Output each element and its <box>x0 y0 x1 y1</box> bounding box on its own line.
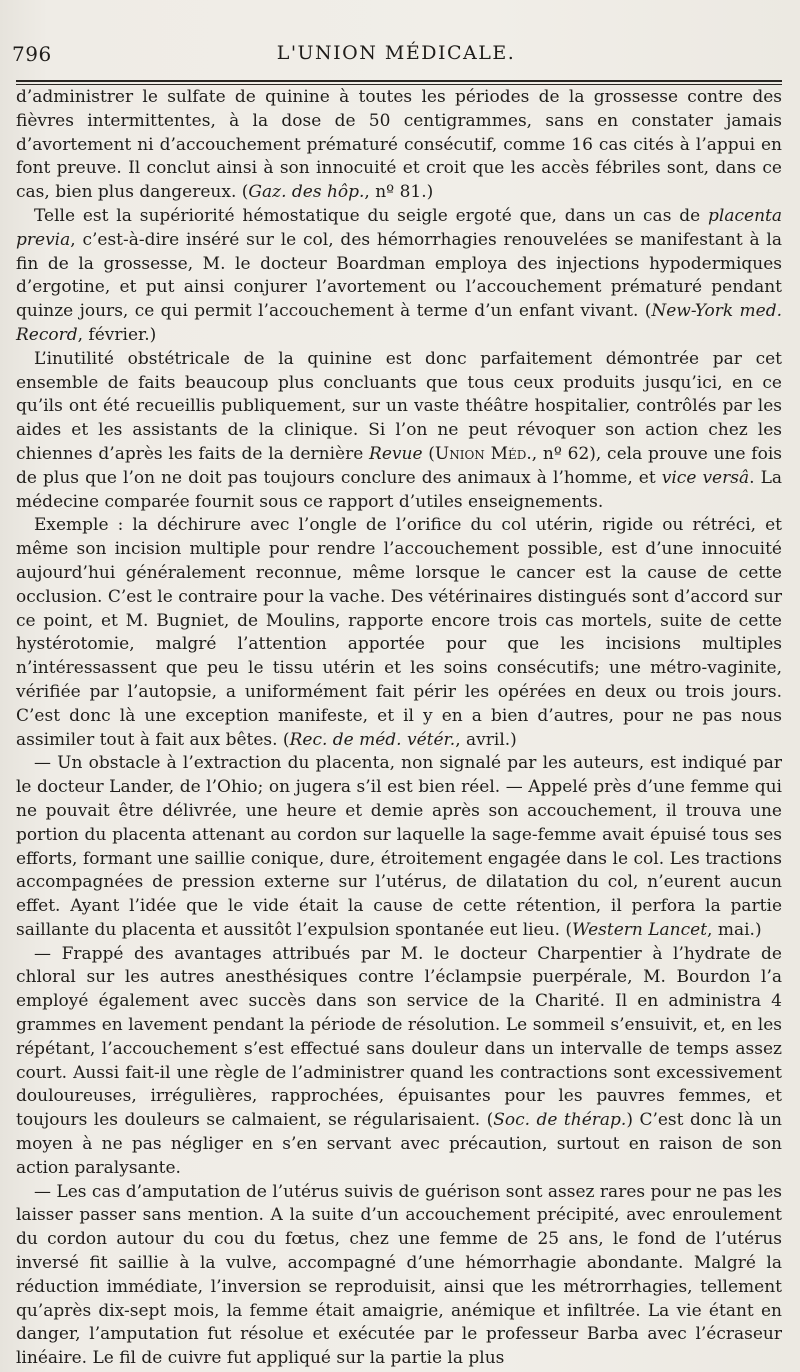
text-run: — Frappé des avantages attribués par M. le docteur Charpentier à l’hydrate de chloral sur les autres anesthésiques contre l’éclampsie puerpérale, M. Bourdon l’a employé également avec succès dans son service de la Charité. Il en administra 4 grammes en lavement pendant la période de résolution. Le sommeil s’ensuivit, et, en les répétant, l’accouchement s’est effectué sans douleur dans un intervalle de temps assez court. Aussi fait-il une règle de l’administrer quand les contractions sont excessivement douloureuses, irrégulières, rapprochées, épuisantes pour les pauvres femmes, et toujours les douleurs se calmaient, se régularisaient. ( <box>16 943 782 1131</box>
italic-citation: Gaz. des hôp. <box>248 182 365 203</box>
paragraph <box>16 348 782 515</box>
paragraph <box>16 514 782 752</box>
paragraph <box>16 943 782 1181</box>
text-run: L’inutilité obstétricale de la quinine est donc parfaitement démontrée par cet ensemble de faits beaucoup plus concluants que tous ceux produits jusqu’ici, en ce qu’ils ont été recueillis publiquement, sur un vaste théâtre hospitalier, contrôlés par les aides et les assistants de la clinique. Si l’on ne peut révoquer son action chez les chiennes d’après les faits de la dernière <box>16 348 782 464</box>
italic-citation: Soc. de thérap. <box>493 1110 627 1131</box>
body-text <box>16 86 782 1371</box>
italic-citation: vice versâ <box>661 467 750 488</box>
text-run: , avril.) <box>455 729 517 750</box>
text-run: , mai.) <box>707 919 762 940</box>
paragraph <box>16 752 782 942</box>
paragraph <box>16 1181 782 1371</box>
paragraph <box>16 205 782 348</box>
text-run: , nº 62), cela prouve une fois de plus que l’on ne doit pas toujours conclure des animaux à l’homme, et <box>16 443 782 488</box>
small-caps-text: Union Méd. <box>434 443 532 464</box>
text-run: . La médecine comparée fournit sous ce rapport d’utiles enseignements. <box>16 467 783 512</box>
header-rule <box>16 80 782 85</box>
text-run: , nº 81.) <box>364 182 434 203</box>
text-run: — Les cas d’amputation de l’utérus suivis de guérison sont assez rares pour ne pas les laisser passer sans mention. A la suite d’un accouchement précipité, avec enroulement du cordon autour du cou du fœtus, chez une femme de 25 ans, le fond de l’utérus inversé fit saillie à la vulve, accompagné d’une hémorrhagie abondante. Malgré la réduction immédiate, l’inversion se reproduisit, ainsi que les métrorrhagies, tellement qu’après dix-sept mois, la femme était amaigrie, anémique et infiltrée. La vie étant en danger, l’amputation fut résolue et exécutée par le professeur Barba avec l’écraseur linéaire. Le fil de cuivre fut appliqué sur la partie la plus <box>16 1181 782 1369</box>
text-run: , c’est-à-dire inséré sur le col, des hémorrhagies renouvelées se manifestant à la fin de la grossesse, M. le docteur Boardman employa des injections hypodermiques d’ergotine, et put ainsi conjurer l’avortement ou l’accouchement prématuré pendant quinze jours, ce qui permit l’accouchement à terme d’un enfant vivant. ( <box>16 229 782 322</box>
paragraph <box>16 86 782 205</box>
italic-citation: New-York med. Record <box>16 301 782 345</box>
text-run: Telle est la supériorité hémostatique du seigle ergoté que, dans un cas de <box>34 205 709 226</box>
text-run: , février.) <box>77 324 157 345</box>
text-run: — Un obstacle à l’extraction du placenta, non signalé par les auteurs, est indiqué par le docteur Lander, de l’Ohio; on jugera s’il est bien réel. — Appelé près d’une femme qui ne pouvait être délivrée, une heure et demie après son accouchement, il trouva une portion du placenta attenant au cordon sur laquelle la sage-femme avait épuisé tous ses efforts, formant une saillie conique, dure, étroitement engagée dans le col. Les tractions accompagnées de pression externe sur l’utérus, de dilatation du col, n’eurent aucun effet. Ayant l’idée que le vide était la cause de cette rétention, il perfora la partie saillante du placenta et aussitôt l’expulsion spontanée eut lieu. ( <box>16 753 782 940</box>
italic-citation: Rec. de méd. vétér. <box>289 729 456 750</box>
page-header <box>12 42 780 72</box>
italic-citation: Revue <box>369 443 423 464</box>
italic-citation: placenta previa <box>16 205 782 250</box>
text-run: d’administrer le sulfate de quinine à toutes les périodes de la grossesse contre des fièvres intermittentes, à la dose de 50 centigrammes, sans en constater jamais d’avortement ni d’accouchement prématuré consécutif, comme 16 cas cités à l’appui en font preuve. Il conclut ainsi à son innocuité et croit que les accès fébriles sont, dans ce cas, bien plus dangereux. ( <box>16 87 782 203</box>
italic-citation: Western Lancet <box>572 919 708 940</box>
text-run: ( <box>422 443 435 464</box>
text-run: Exemple : la déchirure avec l’ongle de l’orifice du col utérin, rigide ou rétréci, et même son incision multiple pour rendre l’accouchement possible, est d’une innocuité aujourd’hui généralement reconnue, même lorsque le cancer est la cause de cette occlusion. C’est le contraire pour la vache. Des vétérinaires distingués sont d’accord sur ce point, et M. Bugniet, de Moulins, rapporte encore trois cas mortels, suite de cette hystérotomie, malgré l’attention apportée pour que les incisions multiples n’intéressassent que peu le tissu utérin et les soins consécutifs; une métro-vaginite, vérifiée par l’autopsie, a uniformément fait périr les opérées en deux ou trois jours. C’est donc là une exception manifeste, et il y en a bien d’autres, pour ne pas nous assimiler tout à fait aux bêtes. ( <box>16 515 782 750</box>
text-run: ) C’est donc là un moyen à ne pas négliger en s’en servant avec précaution, surtout en raison de son action paralysante. <box>16 1110 782 1178</box>
running-title: L'UNION MÉDICALE. <box>276 42 516 64</box>
page-number: 796 <box>12 42 52 66</box>
